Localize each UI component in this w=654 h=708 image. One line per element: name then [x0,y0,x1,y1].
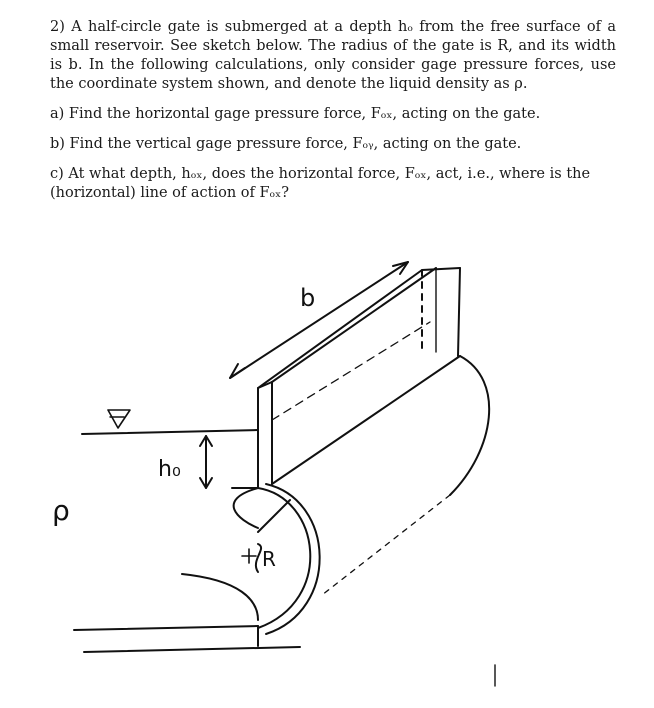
part-c: c) At what depth, hₒₓ, does the horizontal force, Fₒₓ, act, i.e., where is the (horizontal) line of action of Fₒₓ? [50,166,591,201]
problem-intro: 2) A half-circle gate is submerged at a depth hₒ from the free surface of a small reservoir. See sketch below. The radius of the gate is R, and its width is b. In the following calculations, only consider gage pressure forces, use the coordinate system shown, and denote the liquid density as ρ. [50,19,616,92]
depth-label: h₀ [158,457,181,482]
gate-back [450,356,489,495]
width-arrow [230,262,408,378]
part-b: b) Find the vertical gage pressure force, Fₒᵧ, acting on the gate. [50,136,522,152]
density-label: ρ [52,494,70,527]
free-surface-symbol [108,410,130,428]
part-a: a) Find the horizontal gage pressure force, Fₒₓ, acting on the gate. [50,106,541,122]
radius-label: R [262,547,276,571]
free-surface-line [82,430,258,434]
width-label: b [300,284,316,312]
